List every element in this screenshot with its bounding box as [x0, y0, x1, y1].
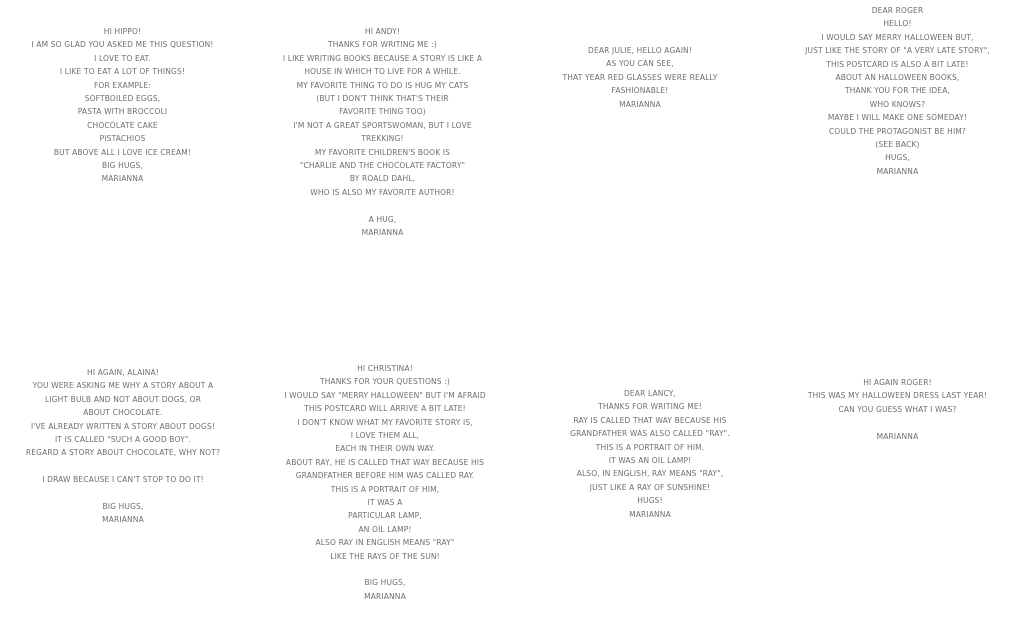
- note-line: (BUT I DON'T THINK THAT'S THEIR: [316, 94, 449, 104]
- note-line: DEAR JULIE, HELLO AGAIN!: [588, 46, 692, 55]
- note-line: PISTACHIOS: [99, 134, 146, 144]
- note-line: LIGHT BULB AND NOT ABOUT DOGS, OR: [44, 394, 202, 404]
- note-line: IT IS CALLED "SUCH A GOOD BOY".: [55, 435, 191, 445]
- note-line: HI AGAIN ROGER!: [863, 378, 932, 387]
- note-line: YOU WERE ASKING ME WHY A STORY ABOUT A: [32, 381, 214, 391]
- note-line: BIG HUGS,: [102, 161, 143, 171]
- note-line: BIG HUGS,: [102, 502, 144, 512]
- note-line: FAVORITE THING TOO): [339, 107, 426, 117]
- note-line: ABOUT CHOCOLATE.: [83, 408, 163, 418]
- note-line: THIS POSTCARD WILL ARRIVE A BIT LATE!: [304, 404, 466, 414]
- note-line: THIS WAS MY HALLOWEEN DRESS LAST YEAR!: [807, 391, 988, 401]
- note-line: MARIANNA: [101, 174, 144, 184]
- note-line: HOUSE IN WHICH TO LIVE FOR A WHILE.: [304, 67, 461, 77]
- note-line: I LIKE WRITING BOOKS BECAUSE A STORY IS LIKE A: [282, 53, 483, 63]
- note-line: MARIANNA: [629, 509, 671, 519]
- note-line: THANK YOU FOR THE IDEA,: [844, 86, 951, 96]
- note-line: HI CHRISTINA!: [357, 364, 413, 373]
- note-line: I DRAW BECAUSE I CAN'T STOP TO DO IT!: [42, 475, 204, 485]
- note-line: ABOUT AN HALLOWEEN BOOKS,: [835, 73, 960, 83]
- note-line: I WOULD SAY MERRY HALLOWEEN BUT,: [821, 32, 974, 42]
- note-line: THIS POSTCARD IS ALSO A BIT LATE!: [826, 59, 969, 69]
- note-line: AS YOU CAN SEE,: [606, 59, 674, 69]
- note-line: THANKS FOR YOUR QUESTIONS :): [320, 377, 450, 387]
- postcard-note-andy: [270, 25, 495, 239]
- note-line: COULD THE PROTAGONIST BE HIM?: [828, 126, 967, 136]
- note-line: GRANDFATHER BEFORE HIM WAS CALLED RAY.: [295, 471, 475, 481]
- note-line: DEAR LANCY,: [623, 389, 677, 398]
- note-line: WHO KNOWS?: [869, 99, 926, 109]
- note-line: FASHIONABLE!: [611, 86, 669, 96]
- note-line: [270, 563, 500, 576]
- note-line: [8, 487, 238, 500]
- note-line: TREKKING!: [361, 134, 404, 144]
- note-line: PASTA WITH BROCCOLI: [77, 107, 168, 117]
- note-line: I LOVE TO EAT.: [94, 53, 151, 63]
- note-line: MARIANNA: [619, 99, 661, 109]
- note-line: MARIANNA: [364, 591, 406, 601]
- note-line: BUT ABOVE ALL I LOVE ICE CREAM!: [53, 147, 192, 157]
- note-line: A HUG,: [368, 214, 397, 224]
- note-line: HI AGAIN, ALAINA!: [87, 368, 159, 377]
- note-line: FOR EXAMPLE:: [93, 80, 152, 90]
- note-line: HUGS,: [885, 153, 910, 163]
- note-line: MAYBE I WILL MAKE ONE SOMEDAY!: [827, 113, 968, 123]
- note-line: LIKE THE RAYS OF THE SUN!: [330, 551, 440, 561]
- note-line: I LOVE THEM ALL,: [350, 431, 420, 441]
- note-line: AN OIL LAMP!: [358, 524, 412, 534]
- note-line: SOFTBOILED EGGS,: [84, 94, 161, 104]
- note-line: (SEE BACK): [875, 140, 920, 150]
- postcard-note-lancy: [550, 387, 750, 521]
- note-line: HI HIPPO!: [103, 27, 142, 36]
- note-line: THIS IS A PORTRAIT OF HIM.: [595, 442, 705, 452]
- note-line: CHOCOLATE CAKE: [87, 120, 158, 130]
- note-line: ALSO RAY IN ENGLISH MEANS "RAY": [315, 538, 455, 548]
- postcard-note-julie: [535, 44, 745, 111]
- postcard-note-christina: [270, 362, 500, 603]
- note-line: [270, 199, 495, 212]
- note-line: IT WAS A: [367, 498, 403, 508]
- note-line: I DON'T KNOW WHAT MY FAVORITE STORY IS,: [297, 417, 473, 427]
- note-line: I'M NOT A GREAT SPORTSWOMAN, BUT I LOVE: [293, 120, 472, 130]
- postcard-note-alaina: [8, 366, 238, 527]
- note-line: CAN YOU GUESS WHAT I WAS?: [838, 404, 957, 414]
- note-line: "CHARLIE AND THE CHOCOLATE FACTORY": [299, 161, 466, 171]
- note-line: DEAR ROGER: [871, 6, 924, 15]
- note-line: THAT YEAR RED GLASSES WERE REALLY: [562, 72, 718, 82]
- note-line: MARIANNA: [876, 166, 919, 176]
- note-line: PARTICULAR LAMP,: [348, 511, 422, 521]
- note-line: I'VE ALREADY WRITTEN A STORY ABOUT DOGS!: [30, 421, 216, 431]
- note-line: MY FAVORITE THING TO DO IS HUG MY CATS: [296, 80, 469, 90]
- note-line: I LIKE TO EAT A LOT OF THINGS!: [59, 67, 186, 77]
- note-line: HELLO!: [883, 19, 912, 29]
- note-line: HI ANDY!: [364, 27, 401, 36]
- postcard-note-hippo: [15, 25, 230, 186]
- note-line: RAY IS CALLED THAT WAY BECAUSE HIS: [573, 415, 727, 425]
- note-line: THIS IS A PORTRAIT OF HIM,: [330, 484, 440, 494]
- note-line: MARIANNA: [102, 515, 144, 525]
- postcard-note-roger: [790, 4, 1005, 178]
- note-line: JUST LIKE A RAY OF SUNSHINE!: [589, 482, 711, 492]
- note-line: GRANDFATHER WAS ALSO CALLED "RAY".: [570, 429, 730, 439]
- note-line: [8, 460, 238, 473]
- note-line: I AM SO GLAD YOU ASKED ME THIS QUESTION!: [31, 40, 214, 50]
- note-line: THANKS FOR WRITING ME :): [328, 40, 437, 50]
- note-line: WHO IS ALSO MY FAVORITE AUTHOR!: [310, 187, 455, 197]
- note-line: BIG HUGS,: [364, 578, 406, 588]
- note-line: IT WAS AN OIL LAMP!: [608, 456, 692, 466]
- note-line: REGARD A STORY ABOUT CHOCOLATE, WHY NOT?: [25, 448, 221, 458]
- note-line: I WOULD SAY "MERRY HALLOWEEN" BUT I'M AFRAID: [284, 390, 486, 400]
- note-line: HUGS!: [637, 496, 663, 506]
- note-line: BY ROALD DAHL,: [349, 174, 416, 184]
- note-line: JUST LIKE THE STORY OF "A VERY LATE STORY",: [805, 46, 990, 56]
- note-line: ALSO, IN ENGLISH, RAY MEANS "RAY",: [576, 469, 724, 479]
- note-line: ABOUT RAY, HE IS CALLED THAT WAY BECAUSE HIS: [285, 457, 485, 467]
- note-line: MARIANNA: [361, 228, 404, 238]
- note-line: [795, 416, 1000, 429]
- note-line: MARIANNA: [876, 431, 919, 441]
- postcard-note-roger-again: [795, 376, 1000, 443]
- note-line: EACH IN THEIR OWN WAY.: [335, 444, 435, 454]
- note-line: THANKS FOR WRITING ME!: [598, 402, 702, 412]
- note-line: MY FAVORITE CHILDREN'S BOOK IS: [314, 147, 451, 157]
